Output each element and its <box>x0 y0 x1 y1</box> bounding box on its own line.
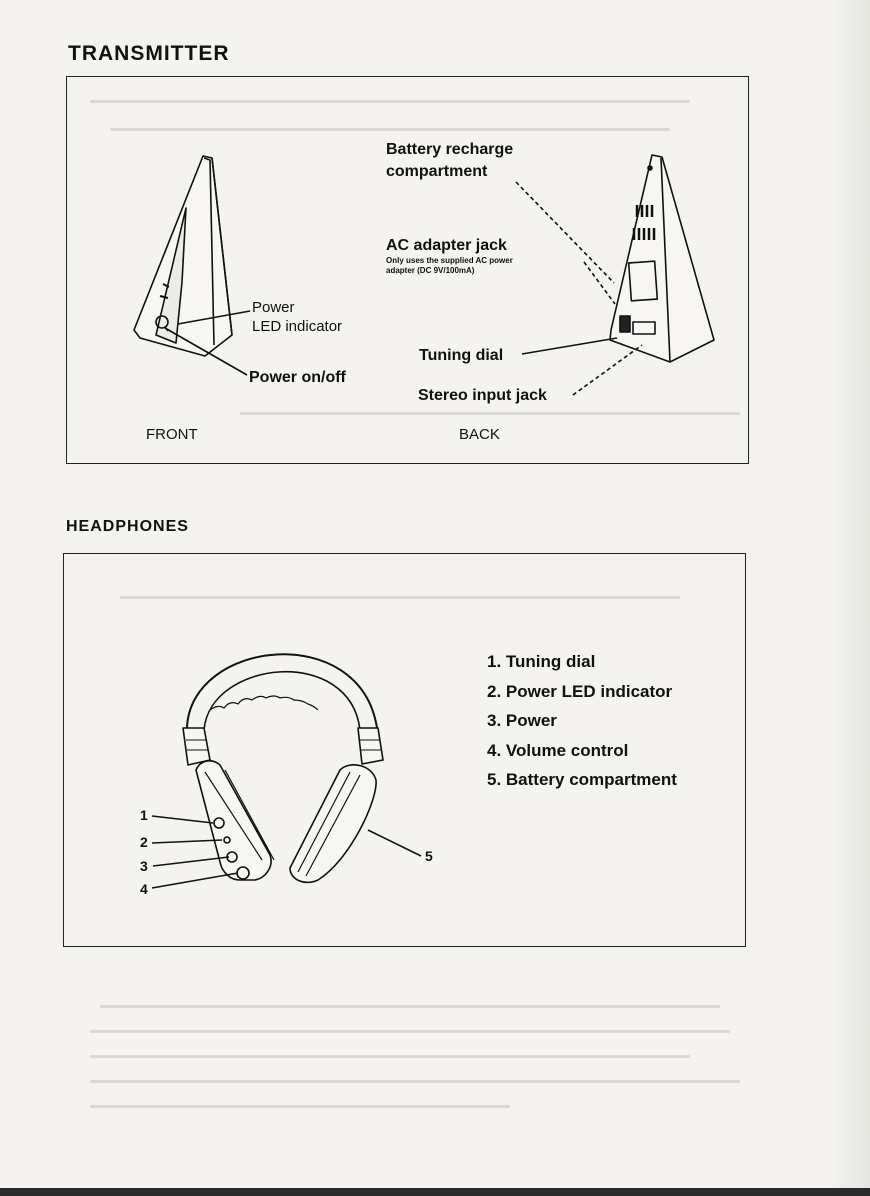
battery-recharge-label: Battery recharge <box>386 141 514 158</box>
ac-adapter-note-line2: adapter (DC 9V/100mA) <box>386 266 475 275</box>
stereo-input-label: Stereo input jack <box>418 387 547 404</box>
tuning-dial-leader <box>522 338 617 354</box>
list-item: 5. Battery compartment <box>487 770 677 789</box>
transmitter-heading: TRANSMITTER <box>68 42 230 65</box>
headphones-illustration <box>183 654 383 882</box>
led-indicator-label: LED indicator <box>252 318 343 335</box>
callout-number-2: 2 <box>140 834 148 850</box>
transmitter-back-illustration <box>610 155 714 362</box>
power-label: Power <box>252 299 295 316</box>
ac-adapter-note: Only uses the supplied AC power <box>386 256 513 265</box>
callout-number-4: 4 <box>140 881 148 897</box>
headphones-heading: HEADPHONES <box>66 518 189 535</box>
list-item: 2. Power LED indicator <box>487 681 673 701</box>
list-item: 3. Power <box>487 711 557 730</box>
battery-recharge-leader <box>516 182 614 283</box>
callout-number-1: 1 <box>140 807 148 823</box>
transmitter-front-illustration <box>134 156 232 356</box>
list-item: 4. Volume control <box>487 740 629 760</box>
ac-adapter-label: AC adapter jack <box>386 237 507 254</box>
callout-number-5: 5 <box>425 848 433 864</box>
front-caption: FRONT <box>146 426 198 443</box>
battery-recharge-label-line2: compartment <box>386 163 488 180</box>
list-item: 1. Tuning dial <box>487 652 596 671</box>
stereo-input-leader <box>573 345 642 395</box>
power-onoff-label: Power on/off <box>249 369 346 386</box>
back-caption: BACK <box>459 426 500 443</box>
tuning-dial-label: Tuning dial <box>419 347 504 364</box>
callout-number-3: 3 <box>140 858 148 874</box>
headphones-parts-list <box>487 650 677 798</box>
